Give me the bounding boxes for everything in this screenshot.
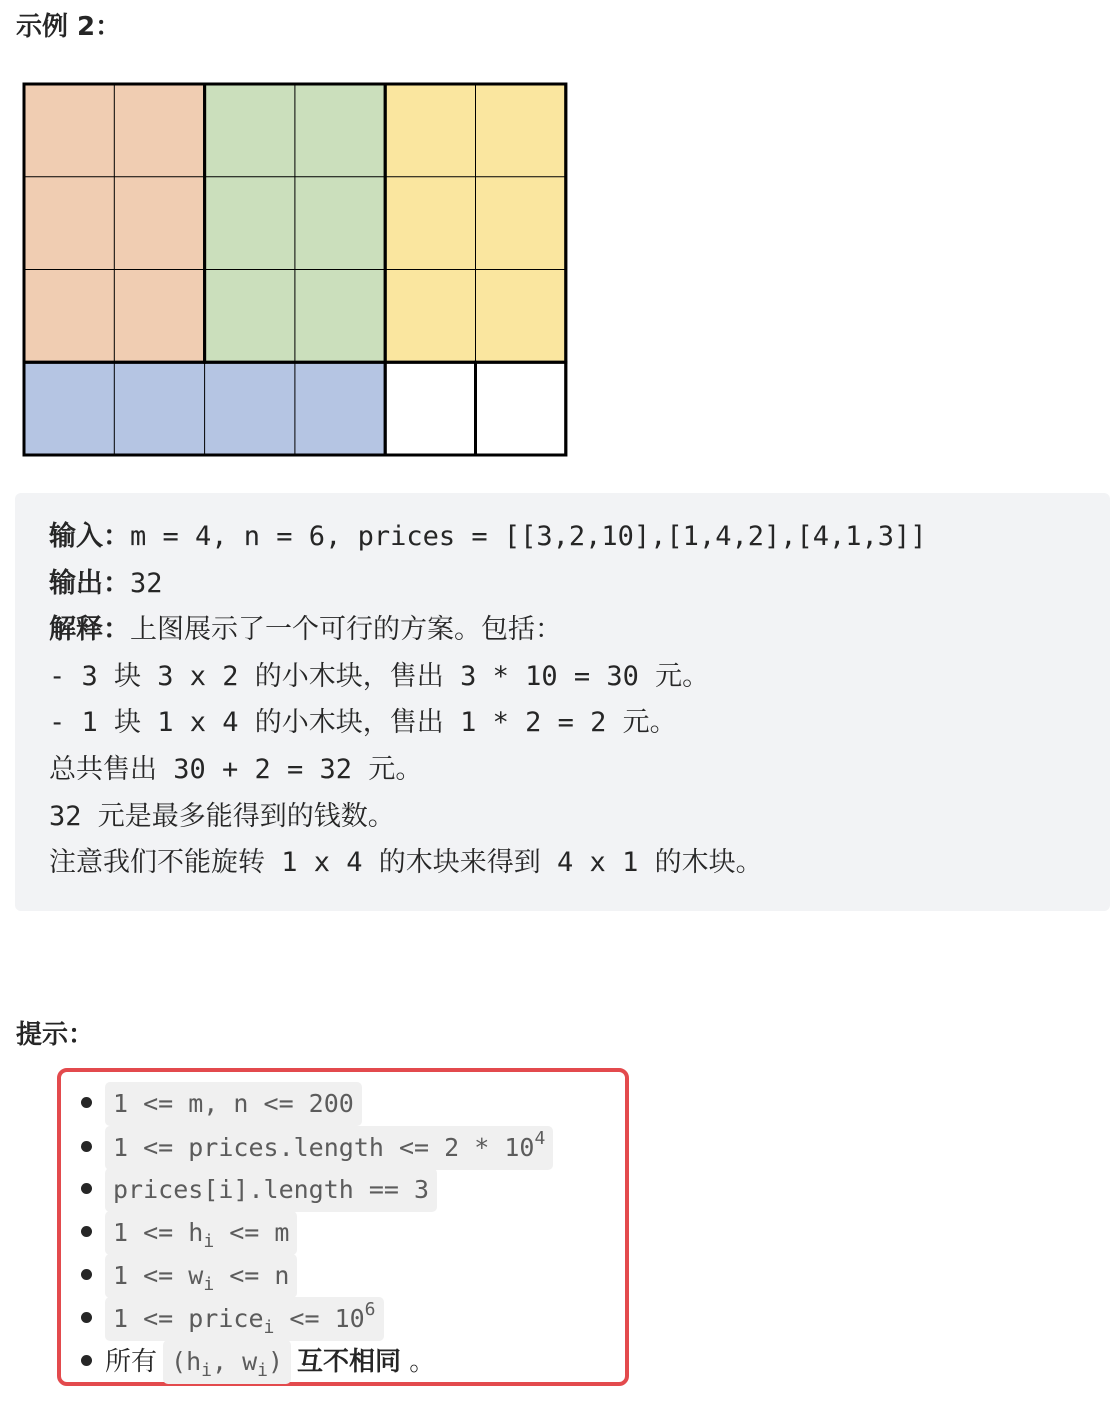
explain-detail-2: - 1 块 1 x 4 的小木块，售出 1 * 2 = 2 元。 bbox=[49, 707, 677, 738]
bullet-icon bbox=[81, 1183, 92, 1194]
bullet-icon bbox=[81, 1269, 92, 1280]
explain-detail-1: - 3 块 3 x 2 的小木块，售出 3 * 10 = 30 元。 bbox=[49, 661, 710, 692]
bullet-icon bbox=[81, 1355, 92, 1366]
bullet-icon bbox=[81, 1141, 92, 1152]
output-label: 输出： bbox=[49, 568, 130, 599]
bullet-icon bbox=[81, 1226, 92, 1237]
constraints-highlight-box bbox=[57, 1068, 629, 1386]
constraint-code-2: 1 <= prices.length <= $2 * 10^4$ bbox=[105, 1126, 553, 1170]
explain-total: 总共售出 30 + 2 = 32 元。 bbox=[49, 754, 423, 785]
constraint-code-1: 1 <= m, n <= 200 bbox=[105, 1082, 362, 1126]
hints-heading: 提示： bbox=[16, 1020, 95, 1050]
explain-value: 上图展示了一个可行的方案。包括： bbox=[130, 614, 562, 645]
output-line bbox=[49, 564, 163, 604]
constraint-code-5: $1 <= w_i <= n$ bbox=[105, 1254, 297, 1298]
explain-label: 解释： bbox=[49, 614, 130, 645]
constraint-code-3: prices[i].length == 3 bbox=[105, 1168, 437, 1212]
input-line bbox=[49, 517, 927, 557]
input-value: m = 4, n = 6, prices = [[3,2,10],[1,4,2],[4,1,3]] bbox=[130, 521, 927, 552]
example-heading: 示例 2： bbox=[16, 12, 122, 42]
constraint-code-7: ($h_i$, $w_i$) bbox=[163, 1340, 291, 1384]
constraint-code-6: 1 <= price$_i$ <= $10^6$ bbox=[105, 1297, 384, 1341]
distinct-emphasis: 互不相同 bbox=[297, 1347, 402, 1377]
explain-note: 注意我们不能旋转 1 x 4 的木块来得到 4 x 1 的木块。 bbox=[49, 847, 763, 878]
bullet-icon bbox=[81, 1312, 92, 1323]
input-label: 输入： bbox=[49, 521, 130, 552]
explain-max: 32 元是最多能得到的钱数。 bbox=[49, 801, 395, 832]
constraint-code-4: $1 <= h_i <= m$ bbox=[105, 1211, 297, 1255]
bullet-icon bbox=[81, 1097, 92, 1108]
example-block bbox=[15, 493, 1110, 911]
output-value: 32 bbox=[130, 568, 163, 599]
explain-line bbox=[49, 610, 562, 650]
constraint-text-7: 所有 ($h_i$, $w_i$) 互不相同 。 bbox=[105, 1340, 435, 1384]
example-grid bbox=[0, 0, 1110, 470]
